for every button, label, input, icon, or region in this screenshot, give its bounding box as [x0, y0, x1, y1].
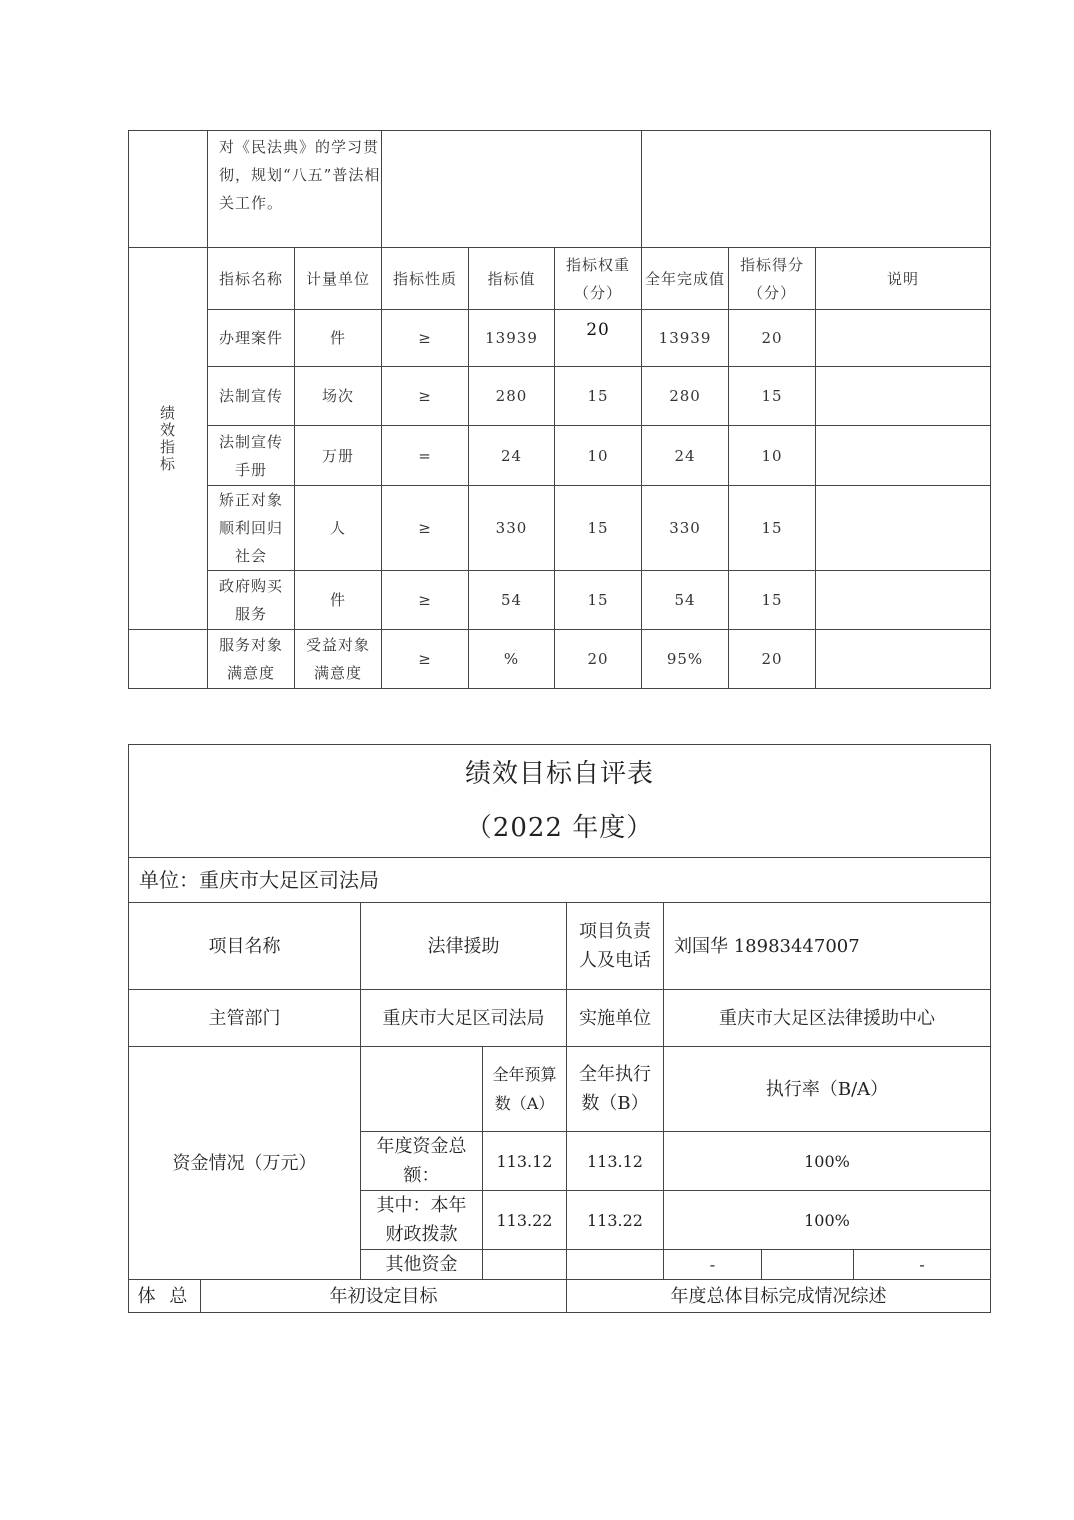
- fund-row-label: 年度资金总额：: [361, 1132, 483, 1191]
- header-weight: 指标权重（分）: [555, 248, 642, 310]
- table-row: [129, 310, 991, 367]
- title-row: [129, 745, 991, 858]
- header-score: 指标得分（分）: [729, 248, 816, 310]
- indicator-note: [816, 571, 991, 630]
- indicator-unit: 人: [295, 486, 382, 571]
- executed-header: 全年执行数（B）: [567, 1047, 664, 1132]
- indicator-note: [816, 486, 991, 571]
- indicator-weight: 20: [555, 310, 642, 367]
- summary-label: 年度总体目标完成情况综述: [567, 1280, 991, 1313]
- fund-executed: 113.12: [567, 1132, 664, 1191]
- fund-budget: 113.12: [483, 1132, 567, 1191]
- indicator-name: 法制宣传手册: [208, 426, 295, 486]
- indicator-unit: 件: [295, 571, 382, 630]
- implementer-value: 重庆市大足区法律援助中心: [664, 990, 991, 1047]
- project-name: 法律援助: [361, 903, 567, 990]
- indicator-score: 15: [729, 571, 816, 630]
- other-funds-rate-c: -: [854, 1250, 991, 1280]
- other-funds-executed: [567, 1250, 664, 1280]
- performance-indicator-table: [128, 130, 991, 689]
- indicator-value: 280: [469, 367, 555, 426]
- indicator-nature: ≥: [382, 571, 469, 630]
- other-funds-rate-a: -: [664, 1250, 762, 1280]
- indicator-weight: 15: [555, 571, 642, 630]
- indicator-note: [816, 367, 991, 426]
- indicator-weight: 15: [555, 367, 642, 426]
- overall-label: 体 总: [129, 1280, 201, 1313]
- indicator-note: [816, 310, 991, 367]
- indicator-unit: 受益对象满意度: [295, 630, 382, 689]
- indicator-unit: 件: [295, 310, 382, 367]
- indicator-completed: 330: [642, 486, 729, 571]
- section-label: 绩 效 指 标: [129, 248, 208, 630]
- indicator-nature: ≥: [382, 367, 469, 426]
- continued-text: 对《民法典》的学习贯彻，规划“八五”普法相关工作。: [208, 131, 382, 248]
- header-unit: 计量单位: [295, 248, 382, 310]
- indicator-completed: 24: [642, 426, 729, 486]
- fund-row-label: 其中：本年财政拨款: [361, 1191, 483, 1250]
- contact-value: 刘国华 18983447007: [664, 903, 991, 990]
- indicator-nature: ≥: [382, 310, 469, 367]
- header-nature: 指标性质: [382, 248, 469, 310]
- indicator-completed: 13939: [642, 310, 729, 367]
- indicator-value: 24: [469, 426, 555, 486]
- table-row: [129, 571, 991, 630]
- implementer-label: 实施单位: [567, 990, 664, 1047]
- indicator-score: 15: [729, 367, 816, 426]
- indicator-name: 矫正对象顺利回归社会: [208, 486, 295, 571]
- header-value: 指标值: [469, 248, 555, 310]
- form-title-text: 绩效目标自评表: [465, 759, 655, 789]
- fund-rate: 100%: [664, 1191, 991, 1250]
- contact-label: 项目负责人及电话: [567, 903, 664, 990]
- indicator-value: %: [469, 630, 555, 689]
- initial-target-label: 年初设定目标: [201, 1280, 567, 1313]
- indicator-nature: ≥: [382, 486, 469, 571]
- indicator-score: 20: [729, 630, 816, 689]
- project-row: [129, 903, 991, 990]
- other-funds-budget: [483, 1250, 567, 1280]
- header-completed: 全年完成值: [642, 248, 729, 310]
- other-funds-label: 其他资金: [361, 1250, 483, 1280]
- indicator-score: 15: [729, 486, 816, 571]
- overall-row: [129, 1280, 991, 1313]
- indicator-name: 服务对象满意度: [208, 630, 295, 689]
- indicator-weight: 20: [555, 630, 642, 689]
- indicator-nature: =: [382, 426, 469, 486]
- indicator-unit: 万册: [295, 426, 382, 486]
- form-year: （2022 年度）: [465, 813, 654, 843]
- indicator-weight: 10: [555, 426, 642, 486]
- self-evaluation-table: [128, 744, 991, 1313]
- department-label: 主管部门: [129, 990, 361, 1047]
- header-name: 指标名称: [208, 248, 295, 310]
- table-row: [129, 426, 991, 486]
- project-name-label: 项目名称: [129, 903, 361, 990]
- department-value: 重庆市大足区司法局: [361, 990, 567, 1047]
- indicator-score: 20: [729, 310, 816, 367]
- funds-label: 资金情况（万元）: [129, 1047, 361, 1280]
- form-title: [129, 745, 991, 858]
- header-row: [129, 248, 991, 310]
- fund-budget: 113.22: [483, 1191, 567, 1250]
- indicator-value: 330: [469, 486, 555, 571]
- fund-executed: 113.22: [567, 1191, 664, 1250]
- table-row: [129, 367, 991, 426]
- rate-header: 执行率（B/A）: [664, 1047, 991, 1132]
- satisfaction-row: [129, 630, 991, 689]
- indicator-value: 54: [469, 571, 555, 630]
- funds-header-row: [129, 1047, 991, 1132]
- other-funds-rate-b: [762, 1250, 854, 1280]
- indicator-score: 10: [729, 426, 816, 486]
- indicator-note: [816, 630, 991, 689]
- indicator-name: 办理案件: [208, 310, 295, 367]
- continued-row: [129, 131, 991, 248]
- header-note: 说明: [816, 248, 991, 310]
- fund-rate: 100%: [664, 1132, 991, 1191]
- indicator-value: 13939: [469, 310, 555, 367]
- department-row: [129, 990, 991, 1047]
- unit-line: 单位：重庆市大足区司法局: [129, 858, 991, 903]
- indicator-completed: 280: [642, 367, 729, 426]
- budget-header: 全年预算数（A）: [483, 1047, 567, 1132]
- indicator-unit: 场次: [295, 367, 382, 426]
- indicator-nature: ≥: [382, 630, 469, 689]
- indicator-note: [816, 426, 991, 486]
- indicator-weight: 15: [555, 486, 642, 571]
- indicator-name: 法制宣传: [208, 367, 295, 426]
- indicator-name: 政府购买服务: [208, 571, 295, 630]
- indicator-completed: 54: [642, 571, 729, 630]
- indicator-completed: 95%: [642, 630, 729, 689]
- unit-row: [129, 858, 991, 903]
- table-row: [129, 486, 991, 571]
